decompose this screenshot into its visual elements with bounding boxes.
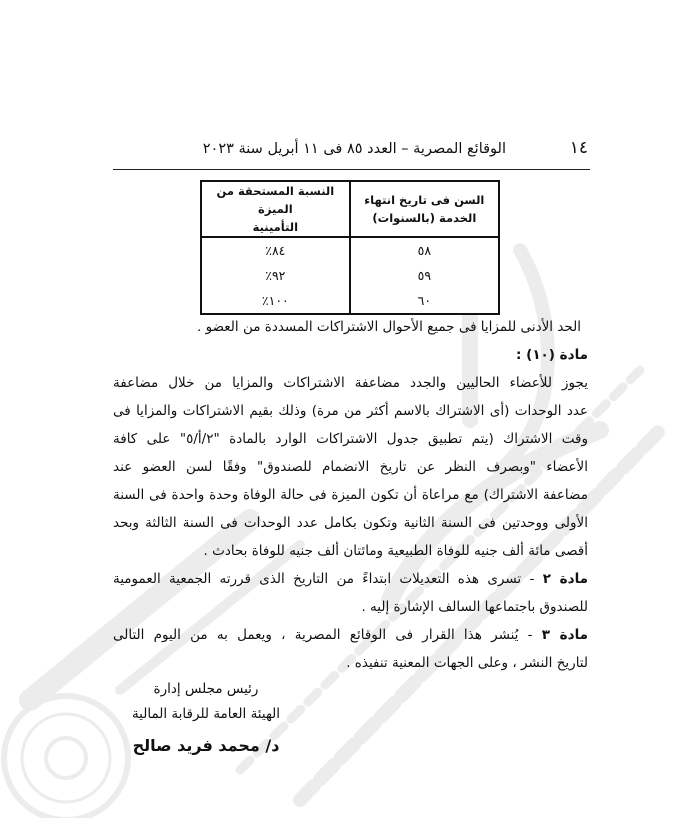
table-row <box>201 263 499 288</box>
ratio-cell: ٨٤٪ <box>201 237 350 263</box>
column-header-age-line: الخدمة (بالسنوات) <box>372 211 477 225</box>
ratio-cell: ١٠٠٪ <box>201 288 350 314</box>
page-number: ١٤ <box>569 138 588 158</box>
article-2-line <box>113 565 588 593</box>
column-header-age <box>350 181 499 237</box>
benefit-table <box>200 180 500 315</box>
article-2-text: - تسرى هذه التعديلات ابتداءً من التاريخ الذى قررته الجمعية العمومية <box>113 571 535 587</box>
column-header-ratio-line: النسبة المستحقة من الميزة <box>216 184 335 216</box>
article-10-line: عدد الوحدات (أى الاشتراك بالاسم أكثر من مرة) وذلك بقيم الاشتراكات والمزايا فى <box>113 403 588 419</box>
age-cell: ٥٩ <box>350 263 499 288</box>
table-row <box>201 237 499 263</box>
article-2-line: للصندوق باجتماعها السالف الإشارة إليه . <box>361 599 588 615</box>
running-title: الوقائع المصرية – العدد ٨٥ فى ١١ أبريل سنة ٢٠٢٣ <box>202 141 506 157</box>
ratio-cell: ٩٢٪ <box>201 263 350 288</box>
signature-title-line: الهيئة العامة للرقابة المالية <box>131 706 281 722</box>
table-row <box>201 288 499 314</box>
signature-title-line: رئيس مجلس إدارة <box>153 681 259 697</box>
table-header-row <box>201 181 499 237</box>
article-3-label: مادة ٣ <box>541 627 588 643</box>
article-10-line: مضاعفة الاشتراك) مع مراعاة أن تكون الميزة فى حالة الوفاة وحدة واحدة فى السنة <box>113 487 588 503</box>
signature-block <box>106 677 306 759</box>
signatory-name: د/ محمد فريد صالح <box>132 736 280 755</box>
table-head <box>201 181 499 237</box>
article-10-heading: مادة (١٠) : <box>516 347 588 363</box>
body-text <box>113 313 588 677</box>
header-rule <box>113 169 590 170</box>
article-10-line: يجوز للأعضاء الحاليين والجدد مضاعفة الاشتراكات والمزايا من خلال مضاعفة <box>113 375 588 391</box>
article-3-line: لتاريخ النشر ، وعلى الجهات المعنية تنفيذه . <box>346 655 588 671</box>
article-3-text: - يُنشر هذا القرار فى الوقائع المصرية ، ويعمل به من اليوم التالى <box>113 627 533 643</box>
age-cell: ٦٠ <box>350 288 499 314</box>
column-header-ratio-line: التأمينية <box>252 220 299 234</box>
article-10-line: وقت الاشتراك (يتم تطبيق جدول الاشتراكات الوارد بالمادة "٢/أ/٥" على كافة <box>113 431 588 447</box>
table-body <box>201 237 499 314</box>
article-10-line: الأعضاء "وبصرف النظر عن تاريخ الانضمام للصندوق" وفقًا لسن العضو عند <box>113 459 588 475</box>
column-header-ratio <box>201 181 350 237</box>
article-10-line: أقصى مائة ألف جنيه للوفاة الطبيعية ومائتان ألف جنيه للوفاة بحادث . <box>203 543 588 559</box>
intro-line: الحد الأدنى للمزايا فى جميع الأحوال الاشتراكات المسددة من العضو . <box>197 319 581 335</box>
age-cell: ٥٨ <box>350 237 499 263</box>
article-10-line: الأولى ووحدتين فى السنة الثانية وتكون بكامل عدد الوحدات فى السنة الثالثة وبحد <box>113 515 588 531</box>
article-3-line <box>113 621 588 649</box>
column-header-age-line: السن فى تاريخ انتهاء <box>364 193 485 207</box>
article-2-label: مادة ٢ <box>542 571 589 587</box>
